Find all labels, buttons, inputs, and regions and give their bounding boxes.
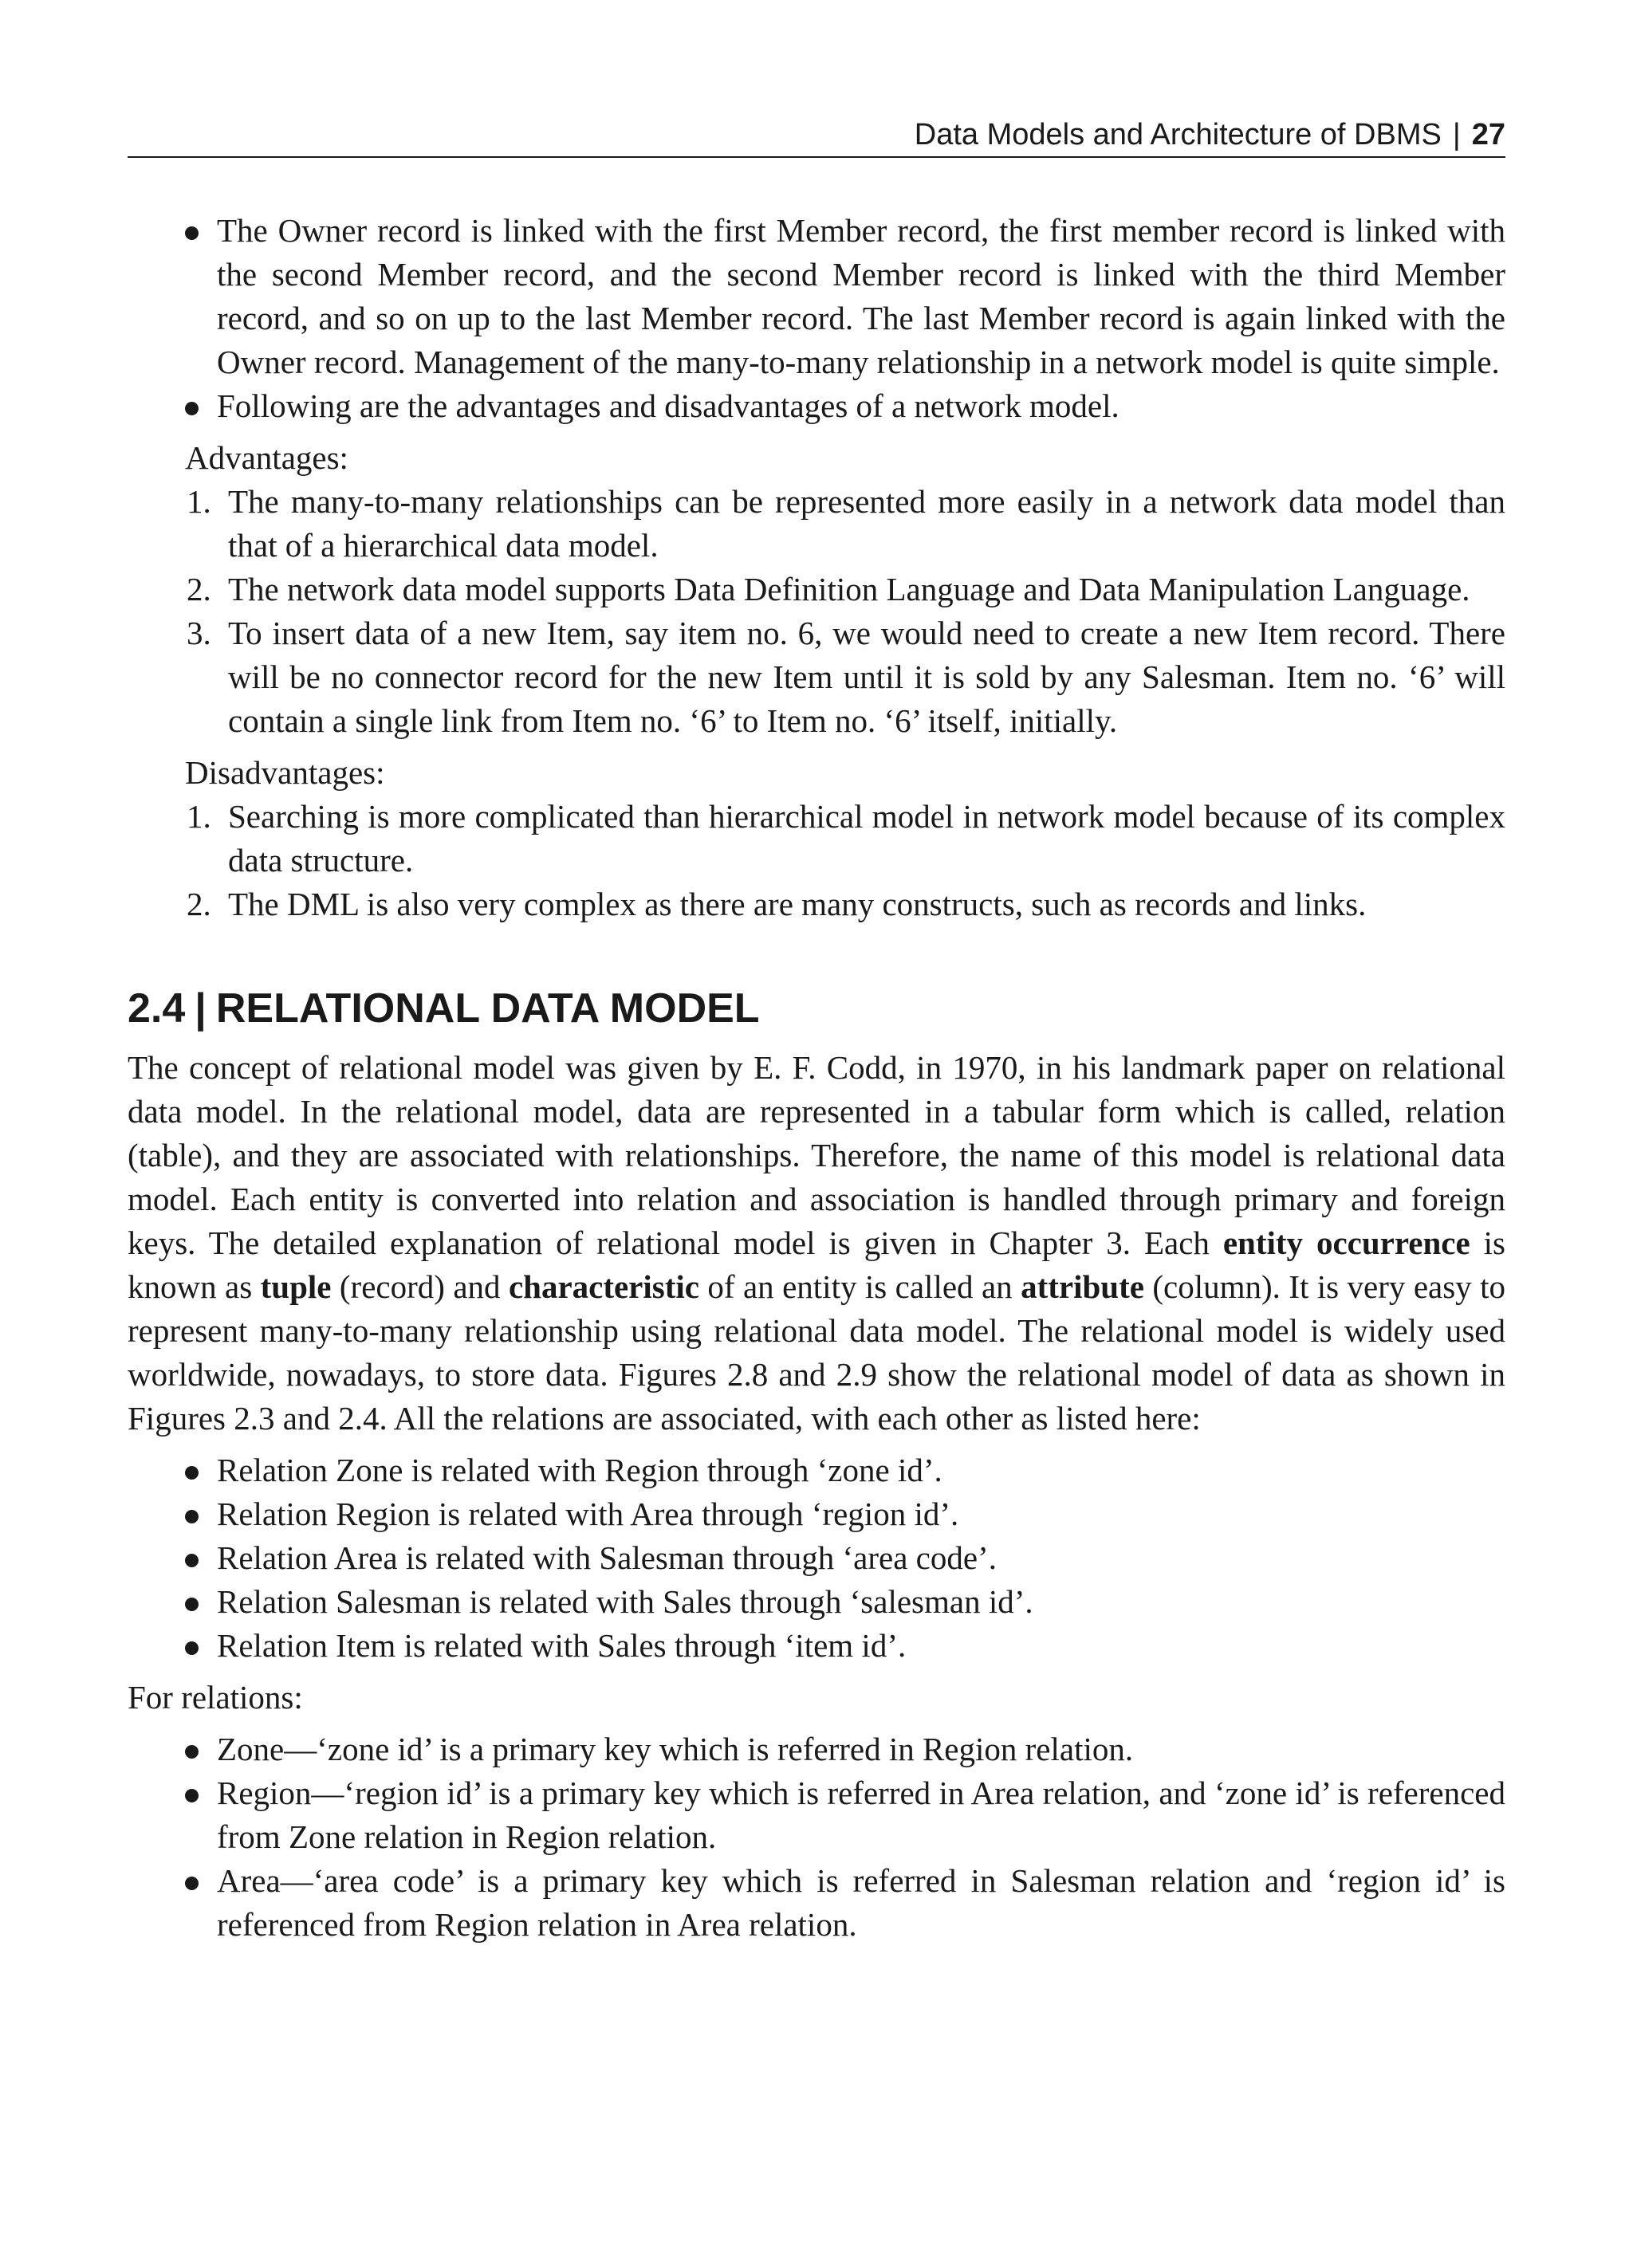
intro-bullet-list [128,209,1505,428]
list-text: The DML is also very complex as there are many constructs, such as records and links. [228,886,1367,922]
page-body [128,209,1505,1947]
list-item: The Owner record is linked with the first Member record, the first member record is linked with the second Member record, and the second Member record is linked with the third Member record, and so on up to the last Member record. The last Member record is again linked with the Owner record. Management of the many-to-many relationship in a network model is quite simple. [128,209,1505,384]
list-number: 2. [187,886,211,922]
list-text: To insert data of a new Item, say item no. 6, we would need to create a new Item record. There will be no connector record for the new Item until it is sold by any Salesman. Item no. ‘6’ will contain a single link from Item no. ‘6’ to Item no. ‘6’ itself, initially. [228,615,1505,739]
chapter-title: Data Models and Architecture of DBMS [914,118,1442,151]
list-item: Area—‘area code’ is a primary key which is referred in Salesman relation and ‘region id’ is referenced from Region relation in Area relation. [128,1859,1505,1947]
term-entity-occurrence: entity occurrence [1222,1224,1470,1261]
list-text: The network data model supports Data Definition Language and Data Manipulation Language. [228,571,1470,607]
list-item [128,480,1505,568]
list-number: 2. [187,571,211,607]
for-relations-label: For relations: [128,1679,303,1716]
list-item [128,568,1505,611]
header-separator: | [1452,118,1461,151]
term-characteristic: characteristic [508,1268,699,1305]
disadvantages-list [128,795,1505,926]
paragraph-text: (record) and [331,1268,509,1305]
header-rule [128,156,1505,158]
list-item [128,611,1505,743]
section-title: RELATIONAL DATA MODEL [215,985,760,1032]
list-text: Searching is more complicated than hierarchical model in network model because of its complex data structure. [228,798,1505,879]
advantages-list [128,480,1505,743]
list-item: Region—‘region id’ is a primary key which is referred in Area relation, and ‘zone id’ is referenced from Zone relation in Region relation. [128,1771,1505,1859]
section-number: 2.4 [128,985,186,1032]
paragraph-text: is known as [128,1224,1505,1305]
list-number: 3. [187,615,211,651]
list-item: Following are the advantages and disadvantages of a network model. [128,384,1505,428]
list-number: 1. [187,483,211,520]
list-item: Relation Item is related with Sales through ‘item id’. [128,1624,1505,1668]
term-attribute: attribute [1021,1268,1144,1305]
paragraph-text: of an entity is called an [698,1268,1021,1305]
key-bullet-list [128,1728,1505,1947]
list-item: Relation Area is related with Salesman through ‘area code’. [128,1536,1505,1580]
body-paragraph [128,1046,1505,1441]
page-number: 27 [1471,118,1505,151]
list-text: The many-to-many relationships can be represented more easily in a network data model than that of a hierarchical data model. [228,483,1505,564]
paragraph-text: The concept of relational model was given by E. F. Codd, in 1970, in his landmark paper on relational data model. In the relational model, data are represented in a tabular form which is called, relation (table), and they are associated with relationships. Therefore, the name of this model is relational data model. Each entity is converted into relation and association is handled through primary and foreign keys. The detailed explanation of relational model is given in Chapter 3. Each [128,1049,1505,1261]
advantages-label: Advantages: [185,439,348,476]
list-item: Relation Zone is related with Region through ‘zone id’. [128,1448,1505,1492]
paragraph-text: (column). It is very easy to represent many-to-many relationship using relational data model. The relational model is widely used worldwide, nowadays, to store data. Figures 2.8 and 2.9 show the relational model of data as shown in Figures 2.3 and 2.4. All the relations are associated, with each other as listed here: [128,1268,1505,1437]
relation-bullet-list [128,1448,1505,1668]
term-tuple: tuple [260,1268,332,1305]
list-item [128,882,1505,926]
list-number: 1. [187,798,211,835]
list-item: Relation Salesman is related with Sales through ‘salesman id’. [128,1580,1505,1624]
section-heading [128,982,1505,1035]
list-item: Zone—‘zone id’ is a primary key which is referred in Region relation. [128,1728,1505,1771]
list-item: Relation Region is related with Area through ‘region id’. [128,1492,1505,1536]
running-header [915,116,1505,153]
section-separator: | [195,985,207,1032]
list-item [128,795,1505,882]
disadvantages-label: Disadvantages: [185,754,385,791]
